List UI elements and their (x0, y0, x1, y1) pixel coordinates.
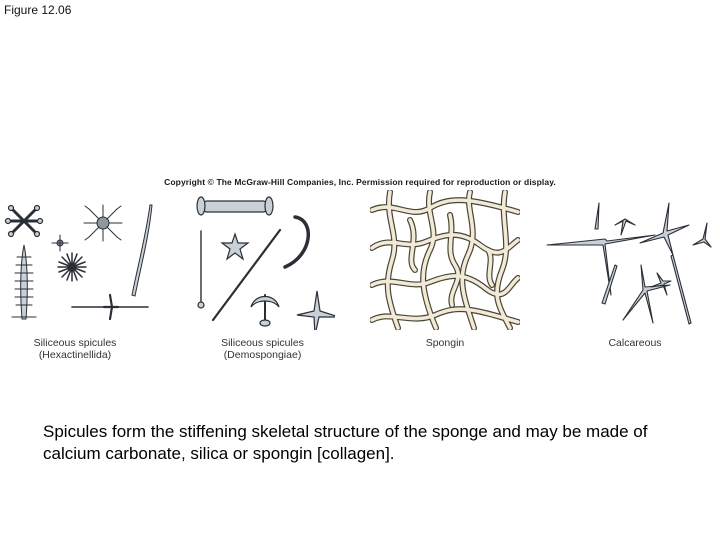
demospongiae-label-line2: (Demospongiae) (223, 349, 302, 361)
figure-label: Figure 12.06 (4, 3, 72, 17)
hexactinellida-label-line2: (Hexactinellida) (38, 349, 112, 361)
calcareous-label (585, 337, 685, 349)
demospongiae-label (185, 337, 340, 361)
demospongiae-illustration (185, 195, 335, 361)
spongin-illustration (370, 190, 520, 349)
demospongiae-label-line1: Siliceous spicules (221, 337, 304, 349)
spongin-label (370, 337, 520, 349)
caption-line-2: calcium carbonate, silica or spongin [collagen]. (43, 444, 395, 463)
calcareous-illustration (545, 195, 715, 349)
spongin-label-line1: Spongin (425, 337, 465, 349)
hexactinellida-illustration (0, 195, 165, 361)
hexactinellida-label-line1: Siliceous spicules (33, 337, 117, 349)
calcareous-label-line1: Calcareous (608, 337, 662, 349)
copyright-notice: Copyright © The McGraw-Hill Companies, Inc. Permission required for reproduction or display. (164, 177, 556, 187)
slide-caption (43, 421, 693, 465)
hexactinellida-label (0, 337, 150, 361)
caption-line-1: Spicules form the stiffening skeletal structure of the sponge and may be made of (43, 422, 648, 441)
